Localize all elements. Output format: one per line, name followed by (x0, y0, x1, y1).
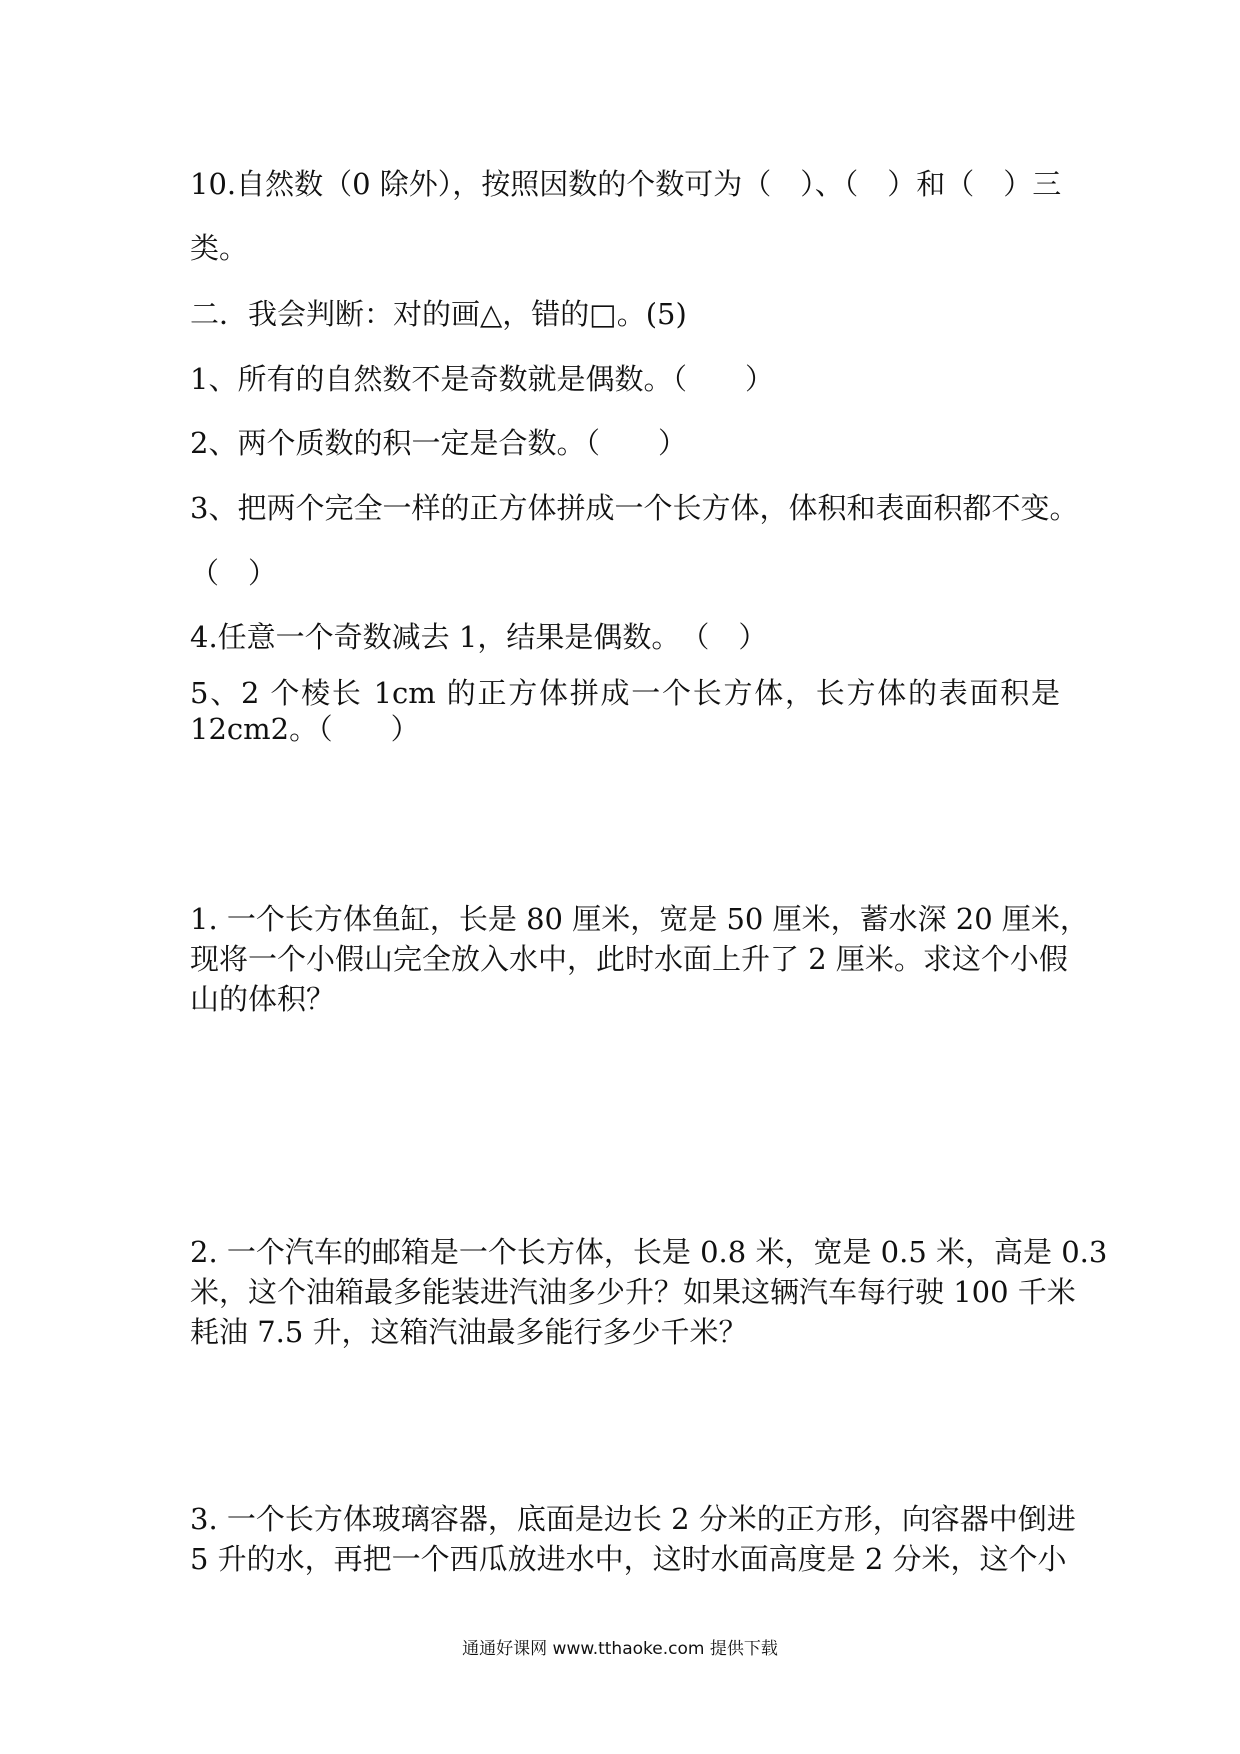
word-problem-2-line-3: 耗油 7.5 升，这箱汽油最多能行多少千米？ (190, 1315, 748, 1349)
judge-question-3-line-2: （ ） (190, 556, 278, 590)
judge-question-5-line-2: 12cm2。（ ） (190, 712, 420, 746)
fill-blank-question-10-line-2: 类。 (190, 231, 249, 265)
judge-question-3-line-1: 3、把两个完全一样的正方体拼成一个长方体，体积和表面积都不变。 (190, 491, 1079, 525)
footer-source-text: 通通好课网 www.tthaoke.com 提供下载 (462, 1639, 778, 1659)
word-problem-2-line-1: 2. 一个汽车的邮箱是一个长方体，长是 0.8 米，宽是 0.5 米，高是 0.3 (190, 1235, 1108, 1269)
judge-question-2: 2、两个质数的积一定是合数。（ ） (190, 426, 687, 460)
judge-question-4: 4.任意一个奇数减去 1，结果是偶数。 （ ） (190, 620, 768, 654)
word-problem-2-line-2: 米，这个油箱最多能装进汽油多少升？如果这辆汽车每行驶 100 千米 (190, 1275, 1076, 1309)
judge-question-5-line-1: 5、2 个棱长 1cm 的正方体拼成一个长方体，长方体的表面积是 (190, 676, 1060, 710)
word-problem-3-line-2: 5 升的水，再把一个西瓜放进水中，这时水面高度是 2 分米，这个小 (190, 1542, 1067, 1576)
word-problem-3-line-1: 3. 一个长方体玻璃容器，底面是边长 2 分米的正方形，向容器中倒进 (190, 1502, 1076, 1536)
word-problem-1-line-2: 现将一个小假山完全放入水中，此时水面上升了 2 厘米。求这个小假 (190, 942, 1068, 976)
judge-section-heading: 二．我会判断：对的画△，错的□。(5) (190, 297, 687, 331)
fill-blank-question-10-line-1: 10.自然数（0 除外），按照因数的个数可为（ ）、（ ）和（ ）三 (190, 167, 1062, 201)
word-problem-1-line-1: 1. 一个长方体鱼缸，长是 80 厘米，宽是 50 厘米，蓄水深 20 厘米， (190, 902, 1089, 936)
judge-question-1: 1、所有的自然数不是奇数就是偶数。（ ） (190, 362, 774, 396)
word-problem-1-line-3: 山的体积？ (190, 982, 336, 1016)
